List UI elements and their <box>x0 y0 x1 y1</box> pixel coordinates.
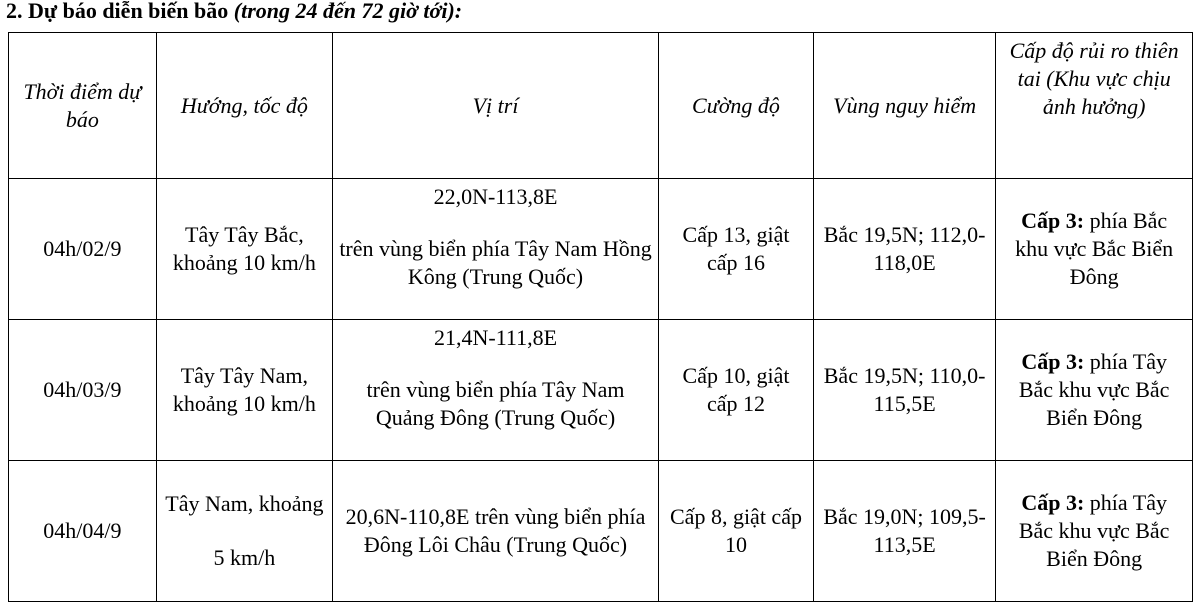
header-danger-zone: Vùng nguy hiểm <box>813 33 995 179</box>
cell-direction: Tây Tây Bắc, khoảng 10 km/h <box>156 179 332 320</box>
risk-level-label: Cấp 3: <box>1021 349 1085 374</box>
position-description: trên vùng biển phía Tây Nam Hồng Kông (Trung Quốc) <box>339 236 652 289</box>
cell-time: 04h/02/9 <box>9 179 157 320</box>
header-direction: Hướng, tốc độ <box>156 33 332 179</box>
cell-time: 04h/04/9 <box>9 461 157 602</box>
cell-time: 04h/03/9 <box>9 320 157 461</box>
direction-text: Tây Nam, khoảng <box>165 491 324 516</box>
cell-risk <box>996 179 1193 320</box>
header-position: Vị trí <box>333 33 659 179</box>
header-intensity: Cường độ <box>659 33 814 179</box>
table-header-row <box>9 33 1193 179</box>
cell-position <box>333 179 659 320</box>
forecast-table <box>8 32 1193 602</box>
position-coordinates: 22,0N-113,8E <box>433 184 558 209</box>
cell-intensity: Cấp 13, giật cấp 16 <box>659 179 814 320</box>
risk-level-label: Cấp 3: <box>1021 208 1085 233</box>
risk-level-label: Cấp 3: <box>1021 490 1085 515</box>
cell-danger-zone: Bắc 19,5N; 110,0-115,5E <box>813 320 995 461</box>
risk-area: phía Bắc khu vực Bắc Biển Đông <box>1015 208 1174 289</box>
table-row <box>9 461 1193 602</box>
section-heading-text: 2. Dự báo diễn biến bão <box>6 0 234 23</box>
position-coordinates: 21,4N-111,8E <box>434 325 558 350</box>
header-time: Thời điểm dự báo <box>9 33 157 179</box>
risk-area: phía Tây Bắc khu vực Bắc Biển Đông <box>1018 349 1170 430</box>
cell-direction <box>156 461 332 602</box>
cell-direction: Tây Tây Nam, khoảng 10 km/h <box>156 320 332 461</box>
risk-area: phía Tây Bắc khu vực Bắc Biển Đông <box>1018 490 1170 571</box>
table-row <box>9 320 1193 461</box>
header-risk-level: Cấp độ rủi ro thiên tai (Khu vực chịu ảnh hưởng) <box>996 33 1193 179</box>
table-row <box>9 179 1193 320</box>
section-heading <box>6 0 462 25</box>
position-description: trên vùng biển phía Tây Nam Quảng Đông (Trung Quốc) <box>366 377 625 430</box>
cell-intensity: Cấp 10, giật cấp 12 <box>659 320 814 461</box>
cell-danger-zone: Bắc 19,5N; 112,0-118,0E <box>813 179 995 320</box>
direction-speed: 5 km/h <box>213 545 276 570</box>
cell-risk <box>996 461 1193 602</box>
cell-intensity: Cấp 8, giật cấp 10 <box>659 461 814 602</box>
cell-position <box>333 320 659 461</box>
cell-danger-zone: Bắc 19,0N; 109,5-113,5E <box>813 461 995 602</box>
section-heading-italic: (trong 24 đến 72 giờ tới): <box>233 0 463 23</box>
cell-risk <box>996 320 1193 461</box>
cell-position: 20,6N-110,8E trên vùng biển phía Đông Lôi Châu (Trung Quốc) <box>333 461 659 602</box>
